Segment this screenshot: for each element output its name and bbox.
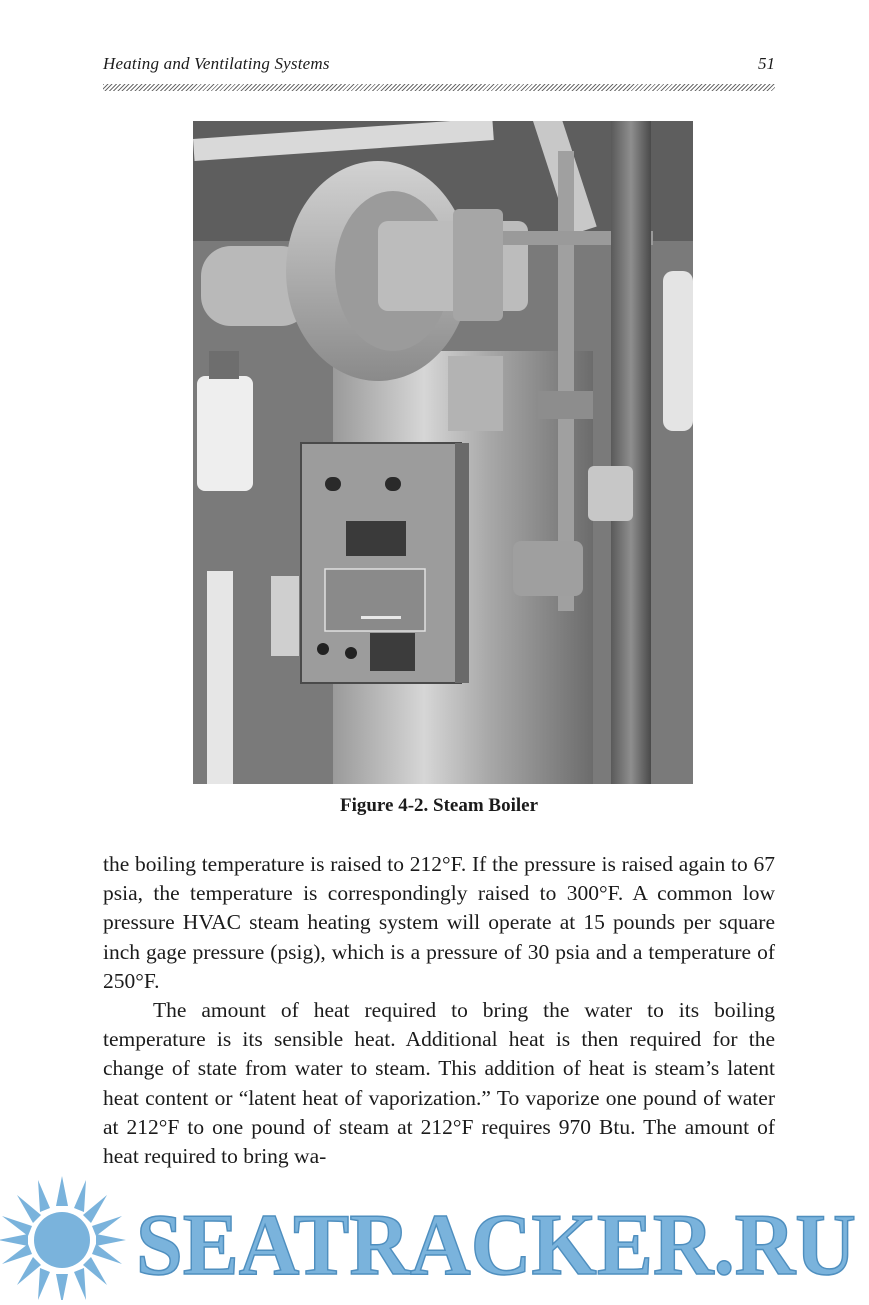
watermark-text: SEATRACKER.RU — [136, 1197, 856, 1294]
header-rule — [103, 84, 775, 91]
watermark — [0, 1172, 869, 1300]
running-title: Heating and Ventilating Systems — [103, 54, 330, 73]
running-header — [103, 54, 775, 80]
sun-logo-icon — [0, 1176, 126, 1300]
page-number: 51 — [758, 54, 775, 73]
figure-caption: Figure 4-2. Steam Boiler — [339, 795, 539, 816]
body-text — [103, 850, 775, 1171]
paragraph-1: the boiling temperature is raised to 212°F. If the pressure is raised again to 67 psia, the temperature is correspondingly raised to 300°F. A common low pressure HVAC steam heating system will operate at 15 pounds per square inch gage pressure (psig), which is a pressure of 30 psia and a temperature of 250°F. — [103, 852, 775, 993]
paragraph-2: The amount of heat required to bring the water to its boiling temperature is its sensible heat. Additional heat is then required for the change of state from water to steam. This addition of heat is steam’s latent heat content or “latent heat of vaporization.” To vaporize one pound of water at 212°F to one pound of steam at 212°F requires 970 Btu. The amount of heat required to bring wa- — [103, 998, 775, 1169]
steam-boiler-photo — [193, 121, 693, 784]
